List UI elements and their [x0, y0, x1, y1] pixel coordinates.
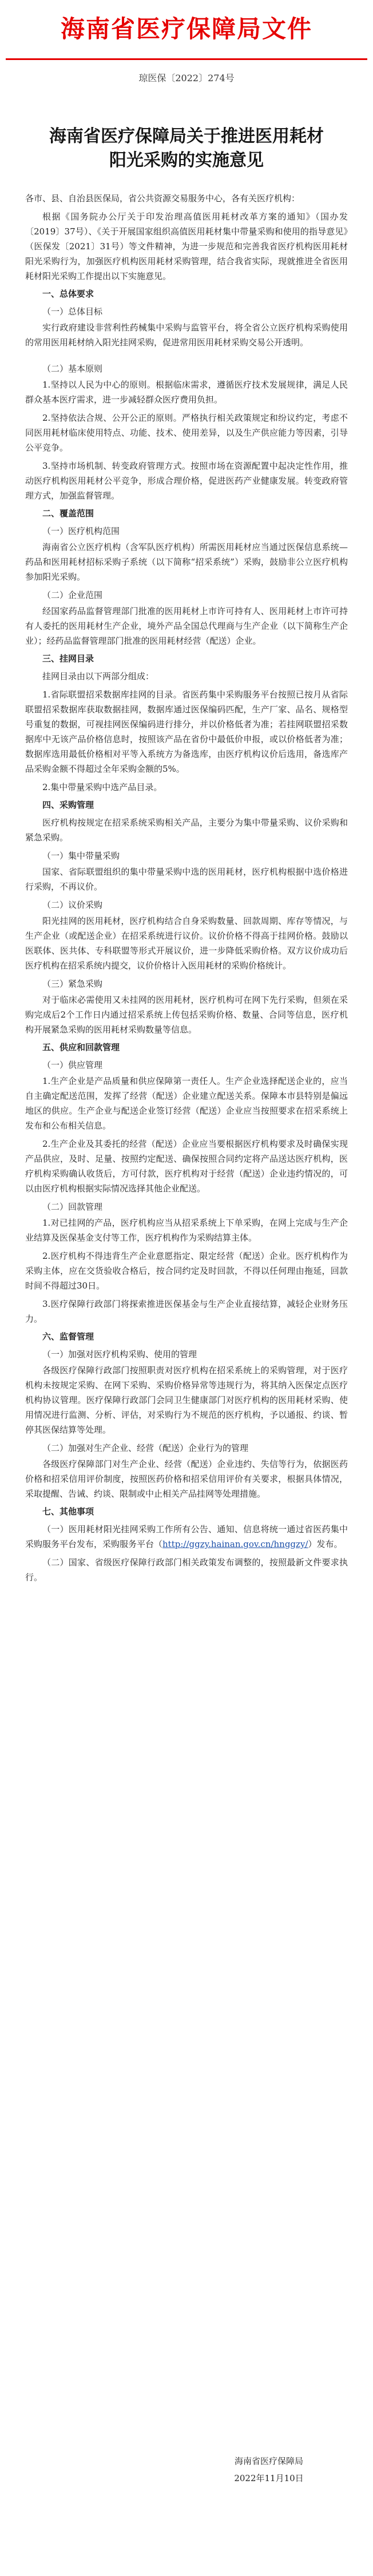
red-header-rule: [6, 58, 367, 60]
paragraph: 国家、省际联盟组织的集中带量采购中选的医用耗材，医疗机构根据中选价格进行采购，不再议价。: [25, 867, 348, 892]
paragraph: 实行政府建设非营利性药械集中采购与监管平台，将全省公立医疗机构采购使用的常用医用耗材纳入阳光挂网采购，促进常用医用耗材采购交易公开透明。: [25, 322, 348, 348]
paragraph: 各级医疗保障部门对生产企业、经营（配送）企业违约、失信等行为，依据医药价格和招采信用评价制度，按照医药价格和招采信用评价有关要求，根据具体情况，采取提醒、告诫、约谈、限制或中止相关产品挂网等处理措施。: [25, 1459, 348, 1499]
subsection-heading: （二）基本原则: [42, 364, 103, 374]
paragraph: （二）国家、省级医疗保障行政部门相关政策发布调整的，按照最新文件要求执行。: [25, 1557, 348, 1582]
paragraph: 对于临床必需使用又未挂网的医用耗材，医疗机构可在网下先行采购，但须在采购完成后2个工作日内通过招采系统上传包括采购价格、数量、合同等信息，医疗机构开展紧急采购的医用耗材采购数量等信息。: [25, 995, 348, 1035]
section-heading: 七、其他事项: [42, 1507, 94, 1517]
section-heading: 五、供应和回款管理: [42, 1043, 120, 1052]
subsection-heading: （二）回款管理: [42, 1202, 103, 1212]
section-heading: 六、监督管理: [42, 1332, 94, 1342]
signature-date: 2022年11月10日: [234, 2473, 304, 2483]
subsection-heading: （一）医疗机构范围: [42, 526, 120, 536]
paragraph: 1.生产企业是产品质量和供应保障第一责任人。生产企业选择配送企业的，应当自主确定配送范围，发挥了经营（配送）企业建立配送关系。保障本市县特别是偏远地区的供应。生产企业与配送企业签订经营（配送）企业应当按照要求在招采系统上发布和公布相关信息。: [25, 1076, 348, 1131]
paragraph-text: ）发布。: [308, 1539, 343, 1549]
paragraph: 3.坚持市场机制、转变政府管理方式。按照市场在资源配置中起决定性作用，推动医疗机构医用耗材公平竞争，形成合理价格，促进医药产业健康发展。转变政府管理方式，加强监督管理。: [25, 461, 348, 501]
section-heading: 三、挂网目录: [42, 654, 94, 664]
salutation: 各市、县、自治县医保局，省公共资源交易服务中心，各有关医疗机构：: [25, 193, 300, 204]
section-heading: 四、采购管理: [42, 800, 94, 810]
paragraph-text: （一）医用耗材阳光挂网采购工作所有公告、通知、信息将统一通过省医药集中采购服务平台发布，采购服务平台（: [25, 1524, 348, 1549]
spacer: [25, 353, 348, 359]
paragraph: 挂网目录由以下两部分组成：: [42, 671, 154, 681]
red-header-title: 海南省医疗保障局文件: [60, 15, 312, 42]
paragraph: 2.坚持依法合规、公开公正的原则。严格执行相关政策规定和纷议约定，考虑不同医用耗材临床使用特点、功能、技术、使用差异，以及生产供应能力等因素，引导公平竞争。: [25, 413, 348, 453]
paragraph: 3.医疗保障行政部门将探索推进医保基金与生产企业直接结算，减轻企业财务压力。: [25, 1299, 348, 1324]
document-title: 海南省医疗保障局关于推进医用耗材阳光采购的实施意见: [49, 127, 324, 170]
document-body: [25, 191, 348, 1588]
paragraph: 经国家药品监督管理部门批准的医用耗材上市许可持有人、医用耗材上市许可持有人委托的医用耗材生产企业，境外产品全国总代理商与生产企业（以下简称生产企业）；经药品监督管理部门批准的医用耗材经营（配送）企业。: [25, 606, 348, 646]
subsection-heading: （一）供应管理: [42, 1060, 103, 1070]
subsection-heading: （二）企业范围: [42, 590, 103, 600]
paragraph: 1.坚持以人民为中心的原则。根据临床需求，遵循医疗技术发展规律，满足人民群众基本医疗需求，进一步减轻群众医疗费用负担。: [25, 380, 348, 405]
paragraph: 阳光挂网的医用耗材，医疗机构结合自身采购数量、回款周期、库存等情况，与生产企业（或配送企业）在招采系统进行议价。议价价格不得高于挂网价格。鼓励以医联体、医共体、专科联盟等形式开展议价，进一步降低采购价格。双方议价成功后医疗机构在招采系统内提交，议价价格计入医用耗材的采购价格统计。: [25, 916, 348, 971]
paragraph: 1.省际联盟招采数据库挂网的目录。省医药集中采购服务平台按照已按月从省际联盟招采数据库获取数据挂网，数据库通过医保编码匹配，生产厂家、品名、规格型号重复的数据，可视挂网医保编码进行排分，并以价格低者为准；若挂网联盟招采数据库中无该产品价格信息时，按照该产品在省份中最低价申报，或以价格低者为准；数据库选用最低价格相对平等入系统方为备选库，由医疗机构议价后选用，备选库产品采购金额不得超过全年采购金额的5%。: [25, 689, 348, 774]
section-heading: 二、覆盖范围: [42, 509, 94, 519]
paragraph: 医疗机构按规定在招采系统采购相关产品，主要分为集中带量采购、议价采购和紧急采购。: [25, 818, 348, 843]
preamble-paragraph: 根据《国务院办公厅关于印发治理高值医用耗材改革方案的通知》（国办发〔2019〕37号）、《关于开展国家组织高值医用耗材集中带量采购和使用的指导意见》（医保发〔2021〕31号）等文件精神，为进一步规范和完善我省医疗机构医用耗材阳光采购行为，加强医疗机构医用耗材采购管理，结合我省实际，现就推进全省医用耗材阳光采购工作提出以下实施意见。: [25, 212, 348, 281]
paragraph: 2.集中带量采购中选产品目录。: [42, 782, 162, 792]
signature-block: [183, 2453, 355, 2487]
subsection-heading: （二）议价采购: [42, 900, 103, 910]
paragraph: [25, 1522, 348, 1552]
paragraph: 海南省公立医疗机构（含军队医疗机构）所需医用耗材应当通过医保信息系统—药品和医用耗材招标采购子系统（以下简称“招采系统”）采购，鼓励非公立医疗机构参加阳光采购。: [25, 542, 348, 582]
document-number: 琼医保〔2022〕274号: [138, 73, 235, 83]
subsection-heading: （三）紧急采购: [42, 979, 103, 989]
paragraph: 1.对已挂网的产品，医疗机构应当从招采系统上下单采购，在网上完成与生产企业结算及医保基金支付等工作，医疗机构作为采购结算主体。: [25, 1218, 348, 1243]
paragraph: 2.医疗机构不得违背生产企业意愿指定、限定经营（配送）企业。医疗机构作为采购主体，应在交货验收合格后，按合同约定及时回款，不得以任何理由拖延，回款时间不得超过30日。: [25, 1251, 348, 1291]
subsection-heading: （二）加强对生产企业、经营（配送）企业行为的管理: [42, 1443, 249, 1453]
signature-org: 海南省医疗保障局: [234, 2456, 303, 2466]
paragraph: 2.生产企业及其委托的经营（配送）企业应当要根据医疗机构要求及时确保实现产品供应，及时、足量、按照约定配送、确保按照合同约定将产品送达医疗机构，医疗机构采购确认收货后，方可付款，医疗机构对于经营（配送）企业违约情况的，可以由医疗机构根据实际情况选择其他企业配送。: [25, 1139, 348, 1194]
paragraph: 各级医疗保障行政部门按照职责对医疗机构在招采系统上的采购管理，对于医疗机构未按规定采购、在网下采购、采购价格异常等违规行为，将其纳入医保定点医疗机构协议管理。医疗保障行政部门会同卫生健康部门对医疗机构的医用耗材采购、使用情况进行监测、分析、评估，对采购行为不规范的医疗机构，予以通报、约谈、暂停其医保结算等处理。: [25, 1365, 348, 1435]
subsection-heading: （一）加强对医疗机构采购、使用的管理: [42, 1349, 197, 1359]
platform-link[interactable]: http://ggzy.hainan.gov.cn/hnggzy/: [162, 1539, 308, 1549]
subsection-heading: （一）集中带量采购: [42, 851, 120, 861]
section-heading: 一、总体要求: [42, 289, 94, 299]
subsection-heading: （一）总体目标: [42, 306, 103, 317]
